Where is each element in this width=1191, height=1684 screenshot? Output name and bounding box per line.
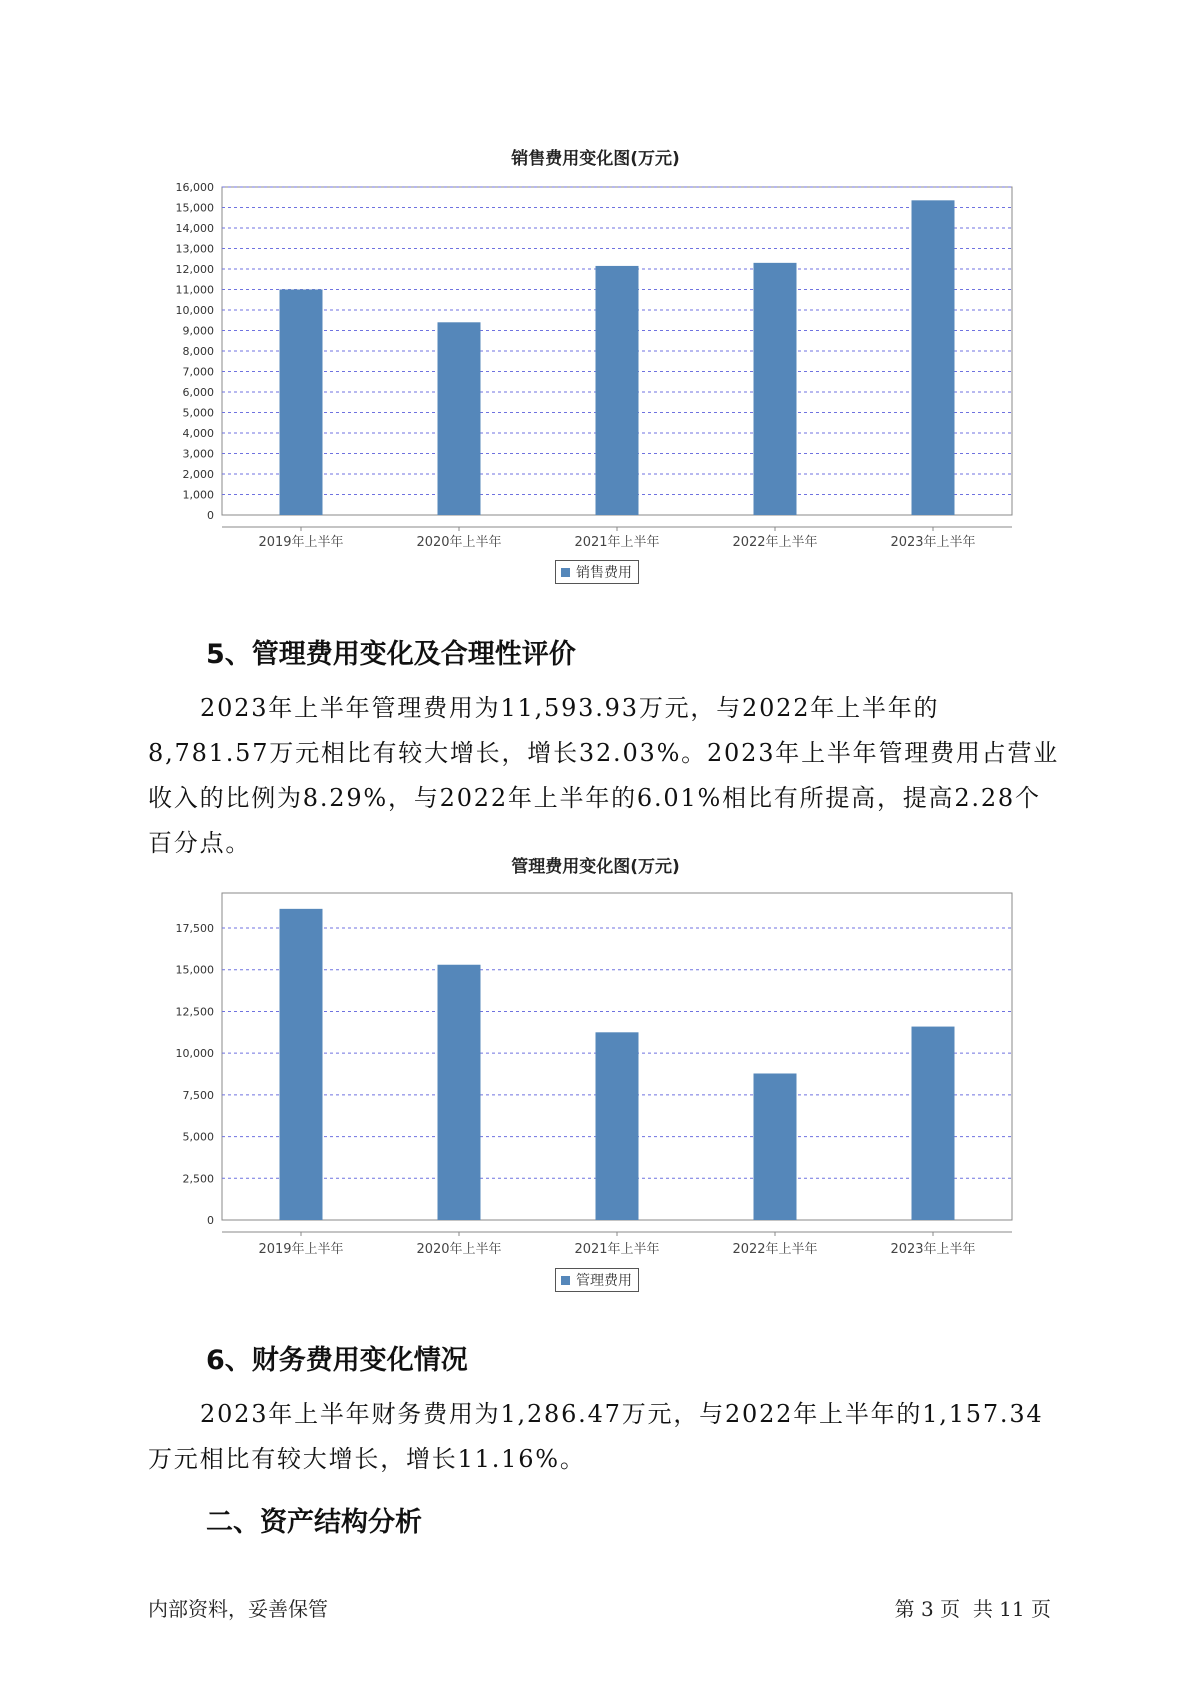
y-tick-label: 2,000 bbox=[182, 468, 214, 481]
y-tick-label: 1,000 bbox=[182, 488, 214, 502]
y-tick-label: 14,000 bbox=[175, 222, 214, 235]
section-heading-asset-structure: 二、资产结构分析 bbox=[206, 1507, 422, 1538]
y-tick-label: 15,000 bbox=[175, 201, 214, 215]
footer-page-number: 第 3 页 共 11 页 bbox=[894, 1597, 1051, 1621]
y-tick-label: 12,500 bbox=[175, 1005, 214, 1019]
management-expense-legend bbox=[555, 1268, 639, 1292]
y-tick-label: 11,000 bbox=[175, 283, 214, 297]
bar bbox=[596, 1032, 639, 1220]
y-tick-label: 10,000 bbox=[175, 1047, 214, 1061]
y-tick-label: 4,000 bbox=[182, 427, 214, 440]
y-tick-label: 16,000 bbox=[175, 181, 214, 194]
section-heading-finance-expense: 6、财务费用变化情况 bbox=[206, 1345, 468, 1376]
management-expense-chart-title: 管理费用变化图(万元) bbox=[511, 857, 680, 877]
x-tick-label: 2019年上半年 bbox=[258, 535, 344, 550]
x-tick-label: 2021年上半年 bbox=[574, 535, 660, 550]
y-tick-label: 0 bbox=[207, 509, 214, 522]
x-tick-label: 2021年上半年 bbox=[574, 1242, 660, 1257]
x-tick-label: 2020年上半年 bbox=[416, 535, 502, 550]
y-tick-label: 5,000 bbox=[182, 1130, 214, 1144]
y-tick-label: 10,000 bbox=[175, 304, 214, 317]
x-tick-label: 2023年上半年 bbox=[890, 1242, 976, 1257]
legend-label: 销售费用 bbox=[576, 565, 632, 581]
y-tick-label: 6,000 bbox=[182, 386, 214, 399]
y-tick-label: 15,000 bbox=[175, 963, 214, 977]
y-tick-label: 9,000 bbox=[182, 324, 214, 338]
y-tick-label: 2,500 bbox=[182, 1172, 214, 1186]
y-tick-label: 17,500 bbox=[175, 922, 214, 936]
y-tick-label: 13,000 bbox=[175, 242, 214, 256]
bar bbox=[754, 1073, 797, 1220]
section-heading-management-expense: 5、管理费用变化及合理性评价 bbox=[206, 639, 576, 670]
y-tick-label: 7,000 bbox=[182, 365, 214, 379]
y-tick-label: 8,000 bbox=[182, 345, 214, 358]
bar bbox=[280, 909, 323, 1220]
management-expense-paragraph: 2023年上半年管理费用为11,593.93万元，与2022年上半年的8,781.57万元相比有较大增长，增长32.03%。2023年上半年管理费用占营业收入的比例为8.29%，与2022年上半年的6.01%相比有所提高，提高2.28个百分点。 bbox=[148, 694, 1060, 857]
y-tick-label: 5,000 bbox=[182, 406, 214, 420]
bar bbox=[912, 1027, 955, 1220]
x-tick-label: 2020年上半年 bbox=[416, 1242, 502, 1257]
legend-swatch bbox=[561, 1276, 570, 1285]
y-tick-label: 12,000 bbox=[175, 263, 214, 276]
bar bbox=[438, 965, 481, 1220]
x-tick-label: 2023年上半年 bbox=[890, 535, 976, 550]
y-tick-label: 3,000 bbox=[182, 447, 214, 461]
x-tick-label: 2022年上半年 bbox=[732, 1242, 818, 1257]
x-tick-label: 2022年上半年 bbox=[732, 535, 818, 550]
sales-expense-chart-title: 销售费用变化图(万元) bbox=[511, 149, 680, 169]
finance-expense-paragraph: 2023年上半年财务费用为1,286.47万元，与2022年上半年的1,157.34万元相比有较大增长，增长11.16%。 bbox=[148, 1400, 1044, 1473]
y-tick-label: 7,500 bbox=[182, 1088, 214, 1102]
y-tick-label: 0 bbox=[207, 1214, 214, 1227]
x-tick-label: 2019年上半年 bbox=[258, 1242, 344, 1257]
footer-confidential-note: 内部资料，妥善保管 bbox=[148, 1597, 328, 1621]
legend-label: 管理费用 bbox=[576, 1273, 632, 1289]
